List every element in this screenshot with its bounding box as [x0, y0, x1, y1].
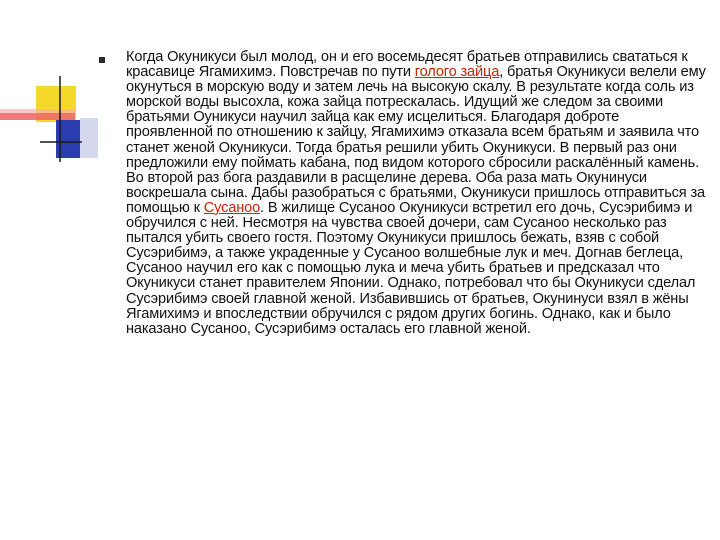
paragraph-text-part-3: . В жилище Сусаноо Окуникуси встретил его дочь, Сусэрибимэ и обручился с ней. Несмотря на чувства своей дочери, сам Сусаноо несколько раз пытался убить своего гостя. Поэтому Окуникуси пришлось бежать, взяв с собой Сусэрибимэ, а также украденные у Сусаноо волшебные лук и меч. Догнав беглеца, Сусаноо научил его как с помощью лука и меча убить братьев и предсказал что Окуникуси станет правителем Японии. Однако, потребовал что бы Окуникуси сделал Сусэрибимэ своей главной женой. Избавившись от братьев, Окунинуси взял в жёны Ягамихимэ и впоследствии обручился с рядом других богинь. Однако, как и было наказано Сусаноо, Сусэрибимэ осталась его главной женой. — [126, 199, 696, 337]
red-gradient-fade — [0, 109, 75, 113]
paragraph-text-part-1: Когда Окуникуси был молод, он и его восемьдесят братьев отправились свататься к красавице Ягамихимэ. Повстречав по пути — [126, 49, 688, 81]
decorative-squares-graphic — [0, 0, 140, 180]
link-naked-hare[interactable]: голого зайца — [414, 64, 500, 81]
paragraph-text-part-2: , братья Окуникуси велели ему окунуться в морскую воду и затем лечь на высокую скалу. В результате когда соль из морской воды высохла, кожа зайца потрескалась. Идущий же следом за своими братьями Оуникуси научил зайца как ему исцелиться. Благодаря доброте проявленной по отношению к зайцу, Ягамихимэ отказала всем братьям и заявила что станет женой Окуникуси. Тогда братья решили убить Окуникуси. В первый раз они предложили ему поймать кабана, под видом которого сбросили раскалённый камень. Во второй раз бога раздавили в расщелине дерева. Оба раза мать Окунинуси воскрешала сына. Дабы разобраться с братьями, Окуникуси пришлось отправиться за помощью к — [126, 64, 706, 216]
blue-glow — [80, 118, 98, 158]
bullet-marker — [99, 57, 105, 63]
red-gradient-bar — [0, 113, 75, 120]
body-paragraph — [126, 50, 706, 337]
link-susanoo[interactable]: Сусаноо — [203, 199, 261, 216]
